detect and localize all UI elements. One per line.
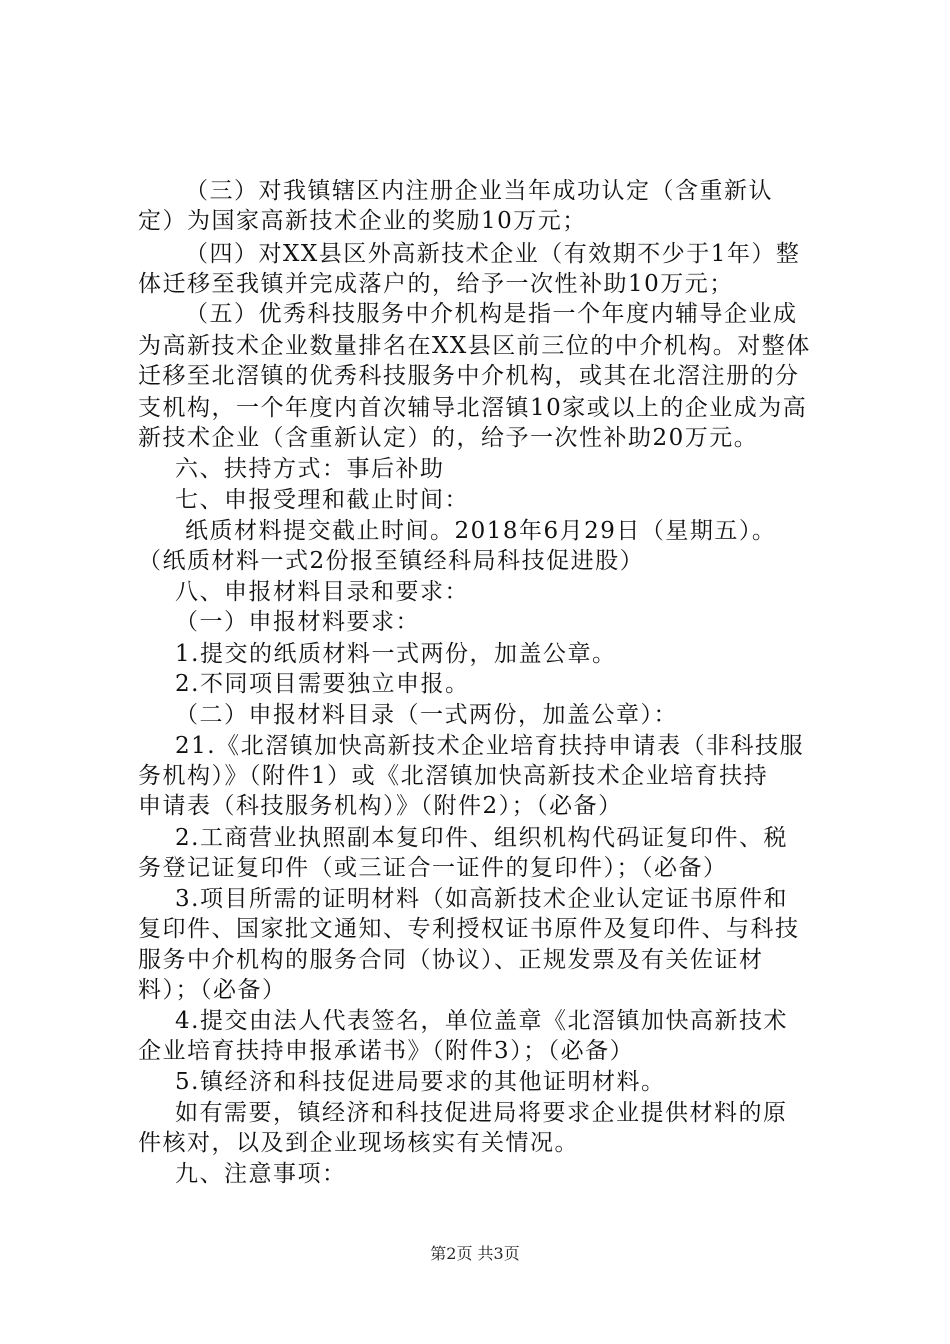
section-heading: 七、申报受理和截止时间：	[175, 487, 469, 513]
paragraph-line: （纸质材料一式2份报至镇经科局科技促进股）	[138, 548, 645, 574]
paragraph-line: 新技术企业（含重新认定）的，给予一次性补助20万元。	[138, 425, 759, 451]
paragraph-line: （四）对XX县区外高新技术企业（有效期不少于1年）整	[185, 241, 801, 267]
paragraph-line: 企业培育扶持申报承诺书》（附件3）；（必备）	[138, 1038, 635, 1064]
paragraph-line: 复印件、国家批文通知、专利授权证书原件及复印件、与科技	[138, 916, 800, 942]
sub-heading: （一）申报材料要求：	[175, 609, 420, 635]
paragraph-line: 服务中介机构的服务合同（协议）、正规发票及有关佐证材	[138, 947, 764, 973]
paragraph-line: （五）优秀科技服务中介机构是指一个年度内辅导企业成	[185, 301, 798, 327]
list-item: 1.提交的纸质材料一式两份，加盖公章。	[175, 641, 617, 667]
paragraph-line: 迁移至北滘镇的优秀科技服务中介机构，或其在北滘注册的分	[138, 363, 800, 389]
paragraph-line: 务机构）》（附件1）或《北滘镇加快高新技术企业培育扶持	[138, 763, 769, 789]
list-item: 3.项目所需的证明材料（如高新技术企业认定证书原件和	[175, 886, 788, 912]
page-footer	[0, 1242, 950, 1266]
section-heading: 八、申报材料目录和要求：	[175, 579, 469, 605]
sub-heading: （二）申报材料目录（一式两份，加盖公章）：	[175, 702, 678, 728]
paragraph-line: 为高新技术企业数量排名在XX县区前三位的中介机构。对整体	[138, 333, 811, 359]
list-item: 21.《北滘镇加快高新技术企业培育扶持申请表（非科技服	[175, 733, 805, 759]
list-item: 2.不同项目需要独立申报。	[175, 671, 470, 697]
paragraph-line: 支机构，一个年度内首次辅导北滘镇10家或以上的企业成为高	[138, 395, 808, 421]
list-item: 5.镇经济和科技促进局要求的其他证明材料。	[175, 1069, 666, 1095]
section-heading: 九、注意事项：	[175, 1161, 347, 1187]
paragraph-line: 纸质材料提交截止时间。2018年6月29日（星期五）。	[185, 518, 777, 544]
paragraph-line: 体迁移至我镇并完成落户的，给予一次性补助10万元；	[138, 271, 734, 297]
paragraph-line: 申请表（科技服务机构）》（附件2）；（必备）	[138, 793, 623, 819]
page-number-label: 第2页 共3页	[430, 1244, 520, 1263]
paragraph-line: 如有需要，镇经济和科技促进局将要求企业提供材料的原	[175, 1100, 788, 1126]
paragraph-line: 务登记证复印件（或三证合一证件的复印件）；（必备）	[138, 855, 728, 881]
list-item: 4.提交由法人代表签名，单位盖章《北滘镇加快高新技术	[175, 1008, 788, 1034]
paragraph-line: 定）为国家高新技术企业的奖励10万元；	[138, 208, 587, 234]
list-item: 2.工商营业执照副本复印件、组织机构代码证复印件、税	[175, 825, 788, 851]
paragraph-line: （三）对我镇辖区内注册企业当年成功认定（含重新认	[185, 178, 773, 204]
paragraph-line: 料）；（必备）	[138, 977, 287, 1003]
section-heading: 六、扶持方式：事后补助	[175, 456, 445, 482]
paragraph-line: 件核对，以及到企业现场核实有关情况。	[138, 1130, 579, 1156]
